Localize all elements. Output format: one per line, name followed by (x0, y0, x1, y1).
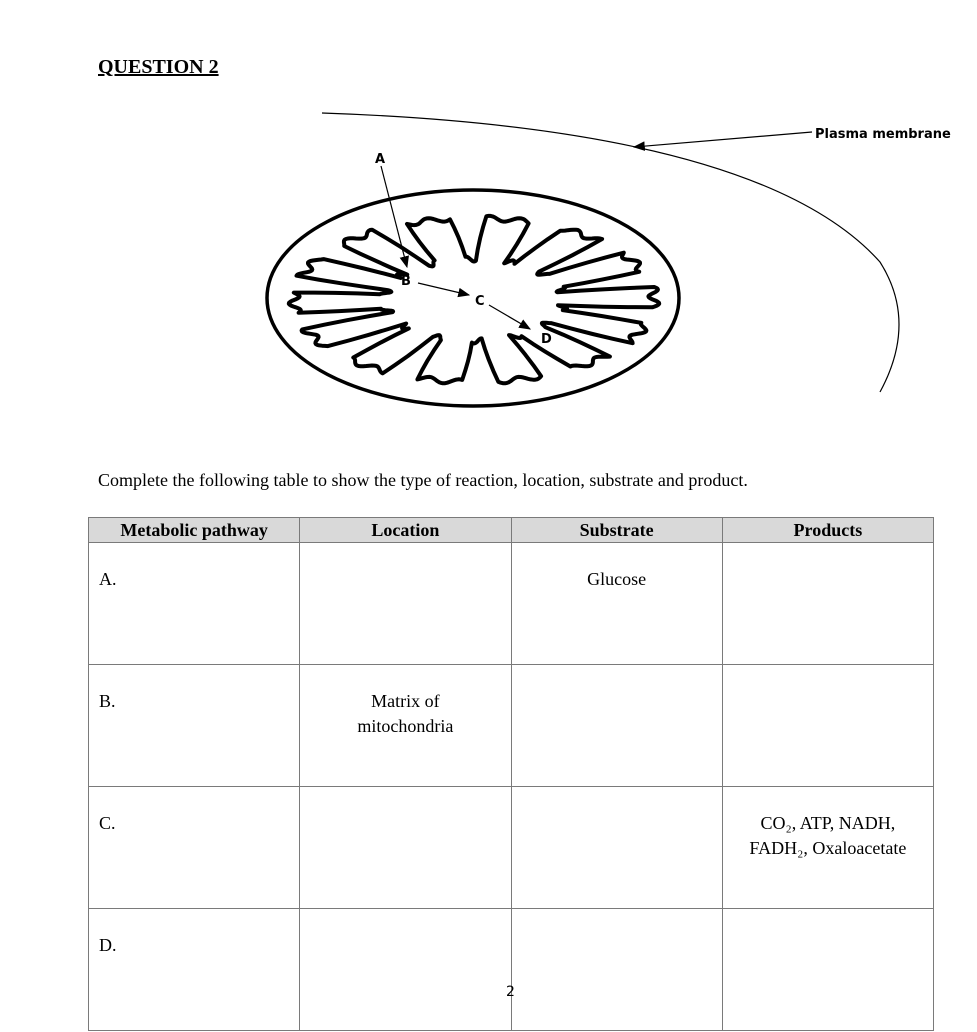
products-line: CO₂, ATP, NADH, (760, 813, 896, 833)
question-title: QUESTION 2 (98, 56, 219, 78)
pathway-cell: B. (89, 665, 300, 787)
inner-membrane-cristae (289, 216, 659, 383)
table-row (89, 909, 934, 1031)
substrate-cell[interactable] (511, 909, 722, 1031)
mitochondrion-diagram (0, 0, 977, 460)
location-cell (300, 665, 511, 787)
label-c: C (475, 294, 485, 309)
location-line: mitochondria (357, 716, 454, 736)
location-line: Matrix of (371, 691, 440, 711)
products-cell[interactable] (722, 909, 933, 1031)
pathway-cell: D. (89, 909, 300, 1031)
label-a: A (375, 152, 386, 167)
arrow-b-to-c (418, 283, 469, 295)
header-pathway: Metabolic pathway (89, 518, 300, 543)
location-cell[interactable] (300, 543, 511, 665)
location-cell[interactable] (300, 909, 511, 1031)
products-cell[interactable] (722, 543, 933, 665)
outer-membrane (267, 190, 679, 406)
table-row (89, 787, 934, 909)
table-row (89, 543, 934, 665)
substrate-cell[interactable] (511, 787, 722, 909)
arrow-a-to-b (381, 166, 407, 267)
table-header-row (89, 518, 934, 543)
products-cell (722, 787, 933, 909)
answer-table (88, 517, 934, 1031)
header-products: Products (722, 518, 933, 543)
label-b: B (401, 274, 411, 289)
page-number: 2 (506, 984, 515, 1000)
arrow-c-to-d (489, 305, 530, 329)
header-location: Location (300, 518, 511, 543)
products-line: FADH₂, Oxaloacetate (749, 838, 907, 858)
substrate-cell: Glucose (511, 543, 722, 665)
pathway-cell: A. (89, 543, 300, 665)
substrate-cell[interactable] (511, 665, 722, 787)
location-cell[interactable] (300, 787, 511, 909)
products-cell[interactable] (722, 665, 933, 787)
instruction-text: Complete the following table to show the type of reaction, location, substrate and product. (98, 470, 748, 490)
pathway-cell: C. (89, 787, 300, 909)
plasma-membrane-pointer (634, 132, 812, 147)
label-d: D (541, 332, 552, 347)
header-substrate: Substrate (511, 518, 722, 543)
plasma-membrane-label: Plasma membrane (815, 127, 951, 142)
table-row (89, 665, 934, 787)
